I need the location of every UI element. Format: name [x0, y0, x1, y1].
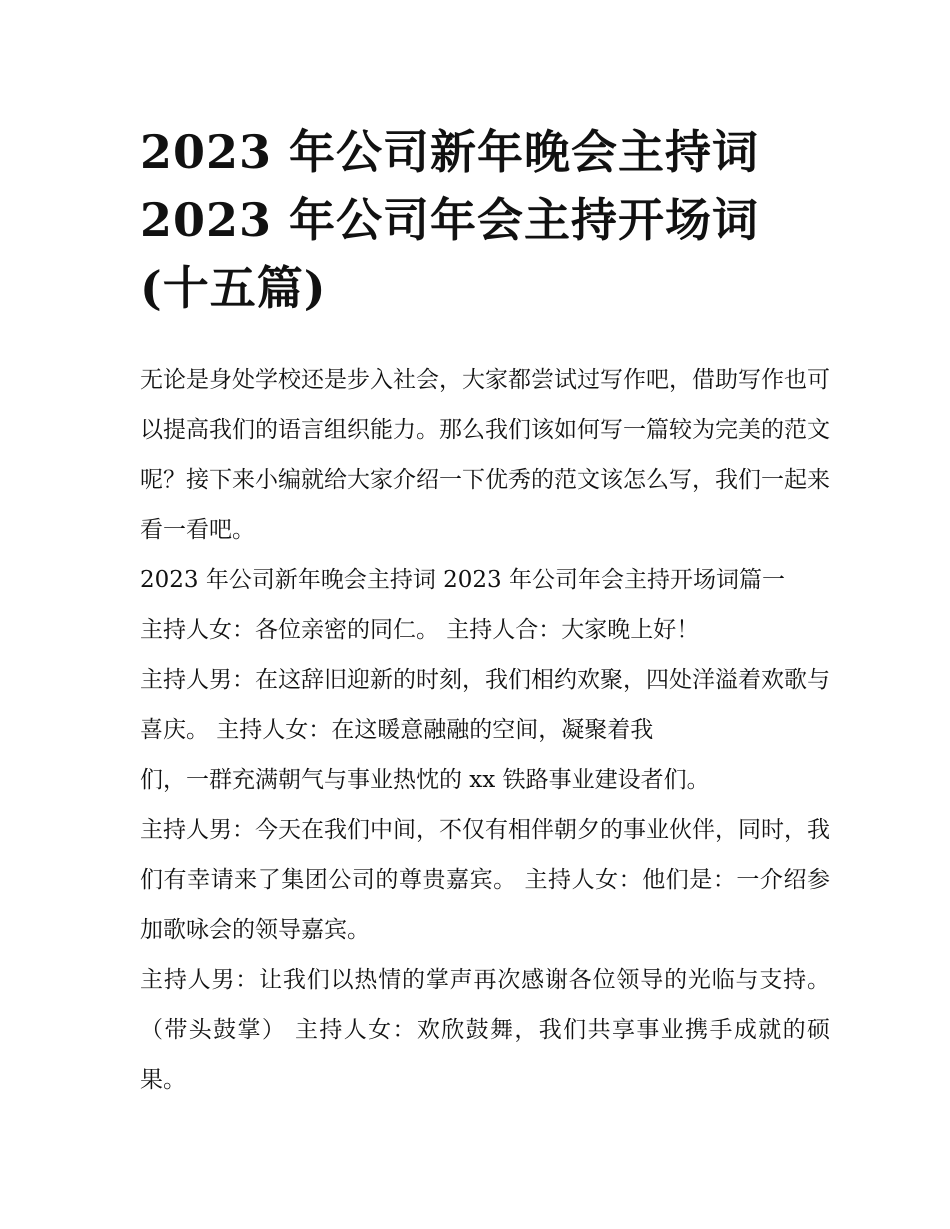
title-line: 2023 年公司新年晚会主持词 [140, 125, 760, 179]
dialogue-paragraph: 主持人男：在这辞旧迎新的时刻，我们相约欢聚，四处洋溢着欢歌与喜庆。 主持人女：在这暖意融融的空间，凝聚着我 [140, 667, 830, 743]
title-line: (十五篇) [140, 261, 327, 315]
dialogue-paragraph: 主持人男：今天在我们中间，不仅有相伴朝夕的事业伙伴，同时，我们有幸请来了集团公司的尊贵嘉宾。 主持人女：他们是：一介绍参加歌咏会的领导嘉宾。 [140, 817, 830, 943]
dialogue-paragraph: 们，一群充满朝气与事业热忱的 xx 铁路事业建设者们。 [140, 767, 710, 793]
title-line: 2023 年公司年会主持开场词 [140, 193, 760, 247]
dialogue-paragraph: 主持人男：让我们以热情的掌声再次感谢各位领导的光临与支持。（带头鼓掌） 主持人女：欢欣鼓舞，我们共享事业携手成就的硕果。 [140, 967, 830, 1093]
section-heading: 2023 年公司新年晚会主持词 2023 年公司年会主持开场词篇一 [140, 567, 785, 593]
dialogue-paragraph: 主持人女：各位亲密的同仁。 主持人合：大家晚上好！ [140, 617, 700, 643]
document-body [140, 355, 830, 1105]
intro-paragraph: 无论是身处学校还是步入社会，大家都尝试过写作吧，借助写作也可以提高我们的语言组织能力。那么我们该如何写一篇较为完美的范文呢？接下来小编就给大家介绍一下优秀的范文该怎么写，我们一起来看一看吧。 [140, 367, 830, 543]
document-title [140, 118, 840, 322]
